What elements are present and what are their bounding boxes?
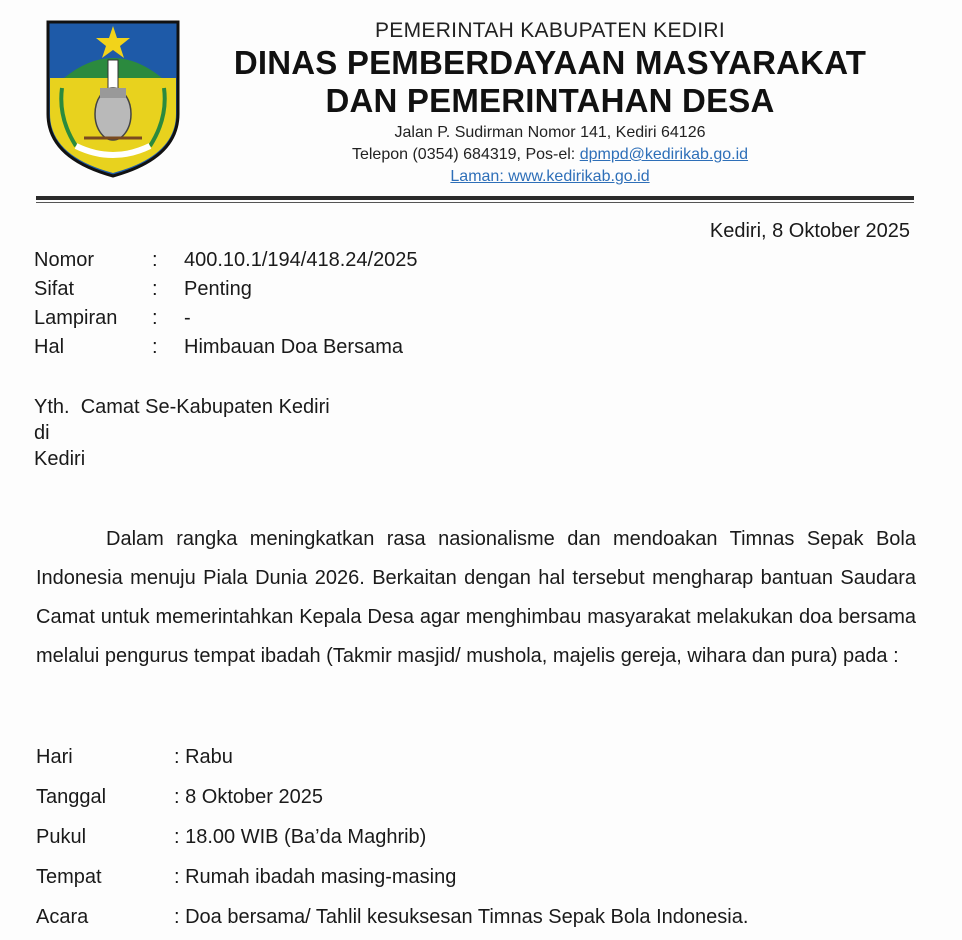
meta-row-lampiran <box>34 304 418 333</box>
addressee <box>34 394 330 472</box>
meta-row-nomor <box>34 246 418 275</box>
detail-label: Pukul <box>36 826 87 848</box>
body-paragraph: Dalam rangka meningkatkan rasa nasionalisme dan mendoakan Timnas Sepak Bola Indonesia menuju Piala Dunia 2026. Berkaitan dengan hal tersebut mengharap bantuan Saudara Camat untuk memerintahkan Kepala Desa agar menghimbau masyarakat melakukan doa bersama melalui pengurus tempat ibadah (Takmir masjid/ mushola, majelis gereja, wihara dan pura) pada : <box>36 528 916 667</box>
detail-row-hari <box>36 737 748 777</box>
letter-date: Kediri, 8 Oktober 2025 <box>709 220 910 242</box>
meta-colon: : <box>152 307 158 329</box>
agency-address: Jalan P. Sudirman Nomor 141, Kediri 64126 <box>394 124 706 141</box>
detail-value: : Rumah ibadah masing-masing <box>174 866 457 888</box>
detail-label: Tanggal <box>36 786 107 808</box>
website-link[interactable]: Laman: www.kedirikab.go.id <box>450 168 650 185</box>
letterhead-divider-thin <box>36 202 914 203</box>
agency-website <box>200 166 900 188</box>
meta-label: Nomor <box>34 249 95 271</box>
detail-row-tanggal <box>36 777 748 817</box>
addressee-line: Yth. Camat Se-Kabupaten Kediri <box>34 396 330 418</box>
letterhead-divider <box>36 196 914 200</box>
meta-value: Himbauan Doa Bersama <box>184 336 403 358</box>
agency-name-line1: DINAS PEMBERDAYAAN MASYARAKAT <box>233 44 867 81</box>
detail-label: Hari <box>36 746 73 768</box>
meta-row-sifat <box>34 275 418 304</box>
meta-value: 400.10.1/194/418.24/2025 <box>184 249 418 271</box>
detail-value: : 8 Oktober 2025 <box>174 786 323 808</box>
detail-row-tempat <box>36 857 748 897</box>
addressee-line: di <box>34 422 50 444</box>
addressee-line: Kediri <box>34 448 86 470</box>
email-link[interactable]: dpmpd@kedirikab.go.id <box>579 146 749 163</box>
phone-text: Telepon (0354) 684319, Pos-el: <box>351 146 580 163</box>
detail-value: : Doa bersama/ Tahlil kesuksesan Timnas Sepak Bola Indonesia. <box>174 906 749 928</box>
letterhead <box>200 18 900 188</box>
meta-label: Hal <box>34 336 65 358</box>
detail-row-pukul <box>36 817 748 857</box>
detail-row-acara <box>36 897 748 937</box>
detail-label: Tempat <box>36 866 102 888</box>
letter-body <box>36 520 916 676</box>
letter-meta <box>34 246 418 362</box>
kabupaten-kediri-emblem-icon <box>44 18 182 180</box>
meta-colon: : <box>152 278 158 300</box>
agency-name-line2: DAN PEMERINTAHAN DESA <box>325 82 775 119</box>
detail-label: Acara <box>36 906 89 928</box>
government-name: PEMERINTAH KABUPATEN KEDIRI <box>375 19 725 42</box>
detail-value: : 18.00 WIB (Ba’da Maghrib) <box>174 826 427 848</box>
agency-contact <box>200 144 900 166</box>
meta-label: Sifat <box>34 278 75 300</box>
meta-value: - <box>184 307 191 329</box>
meta-colon: : <box>152 249 158 271</box>
meta-row-hal <box>34 333 418 362</box>
meta-value: Penting <box>184 278 252 300</box>
detail-value: : Rabu <box>174 746 233 768</box>
meta-label: Lampiran <box>34 307 118 329</box>
meta-colon: : <box>152 336 158 358</box>
event-details <box>36 737 748 937</box>
